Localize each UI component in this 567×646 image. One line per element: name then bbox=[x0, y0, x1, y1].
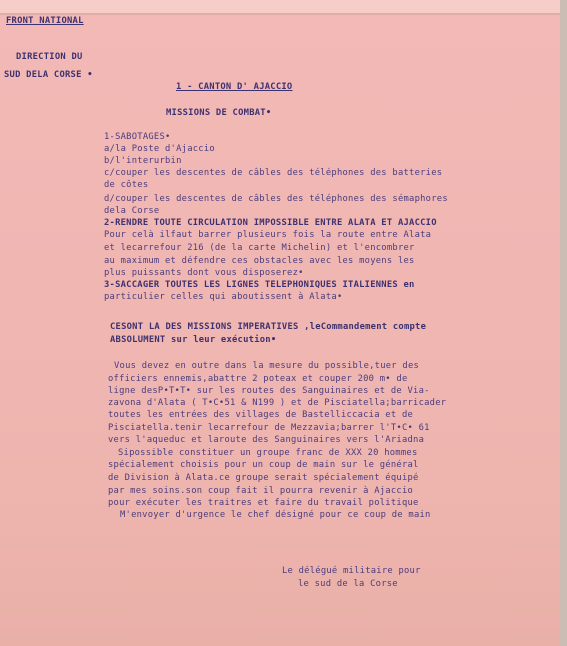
body-line: d/couper les descentes de câbles des téléphones des sémaphores bbox=[104, 194, 448, 204]
instruction-line: Sipossible constituer un groupe franc de XXX 20 hommes bbox=[118, 448, 418, 458]
org-name: FRONT NATIONAL bbox=[6, 16, 84, 26]
body-line: Pour celà ilfaut barrer plusieurs fois la route entre Alata bbox=[104, 230, 432, 240]
instruction-line: ligne desP•T•T• sur les routes des Sanguinaires et de Via- bbox=[108, 386, 430, 396]
body-line: particulier celles qui aboutissent à Alata• bbox=[104, 292, 343, 302]
direction-line-1: DIRECTION DU bbox=[16, 52, 83, 62]
body-line: et lecarrefour 216 (de la carte Michelin) et l'encombrer bbox=[104, 243, 415, 253]
body-line: dela Corse bbox=[104, 206, 160, 216]
body-line: de côtes bbox=[104, 180, 149, 190]
imperative-line: CESONT LA DES MISSIONS IMPERATIVES ,leCommandement compte bbox=[110, 322, 427, 332]
paper-fold-strip bbox=[0, 0, 560, 13]
instruction-line: pour exécuter les traitres et faire du travail politique bbox=[108, 498, 419, 508]
direction-line-2: SUD DELA CORSE • bbox=[4, 70, 93, 80]
instruction-line: Pisciatella.tenir lecarrefour de Mezzavia;barrer l'T•C• 61 bbox=[108, 423, 430, 433]
instruction-line: par mes soins.son coup fait il pourra revenir à Ajaccio bbox=[108, 486, 414, 496]
canton-title: 1 - CANTON D' AJACCIO bbox=[176, 82, 293, 92]
body-line: b/l'interurbin bbox=[104, 156, 182, 166]
signature-line-2: le sud de la Corse bbox=[298, 579, 398, 589]
instruction-line: zavona d'Alata ( T•C•51 & N199 ) et de Pisciatella;barricader bbox=[108, 398, 447, 408]
body-line: au maximum et défendre ces obstacles avec les moyens les bbox=[104, 256, 415, 266]
body-line: c/couper les descentes de câbles des téléphones des batteries bbox=[104, 168, 443, 178]
body-line: 3-SACCAGER TOUTES LES LIGNES TELEPHONIQUES ITALIENNES en bbox=[104, 280, 415, 290]
body-line: a/la Poste d'Ajaccio bbox=[104, 144, 215, 154]
instruction-line: officiers ennemis,abattre 2 poteax et couper 200 m• de bbox=[108, 374, 408, 384]
instruction-line: M'envoyer d'urgence le chef désigné pour ce coup de main bbox=[120, 510, 431, 520]
instruction-line: Vous devez en outre dans la mesure du possible,tuer des bbox=[114, 361, 420, 371]
instruction-line: toutes les entrées des villages de Bastelliccacia et de bbox=[108, 410, 414, 420]
body-line: 2-RENDRE TOUTE CIRCULATION IMPOSSIBLE ENTRE ALATA ET AJACCIO bbox=[104, 218, 437, 228]
instruction-line: vers l'aqueduc et laroute des Sanguinaires vers l'Ariadna bbox=[108, 435, 425, 445]
instruction-line: spécialement choisis pour un coup de main sur le général bbox=[108, 460, 419, 470]
missions-title: MISSIONS DE COMBAT• bbox=[166, 108, 272, 118]
instruction-line: de Division à Alata.ce groupe serait spécialement équipé bbox=[108, 473, 419, 483]
imperative-line: ABSOLUMENT sur leur exécution• bbox=[110, 335, 277, 345]
paper-fold-edge bbox=[0, 13, 560, 15]
signature-line-1: Le délégué militaire pour bbox=[282, 566, 421, 576]
body-line: 1-SABOTAGES• bbox=[104, 132, 171, 142]
body-line: plus puissants dont vous disposerez• bbox=[104, 268, 304, 278]
